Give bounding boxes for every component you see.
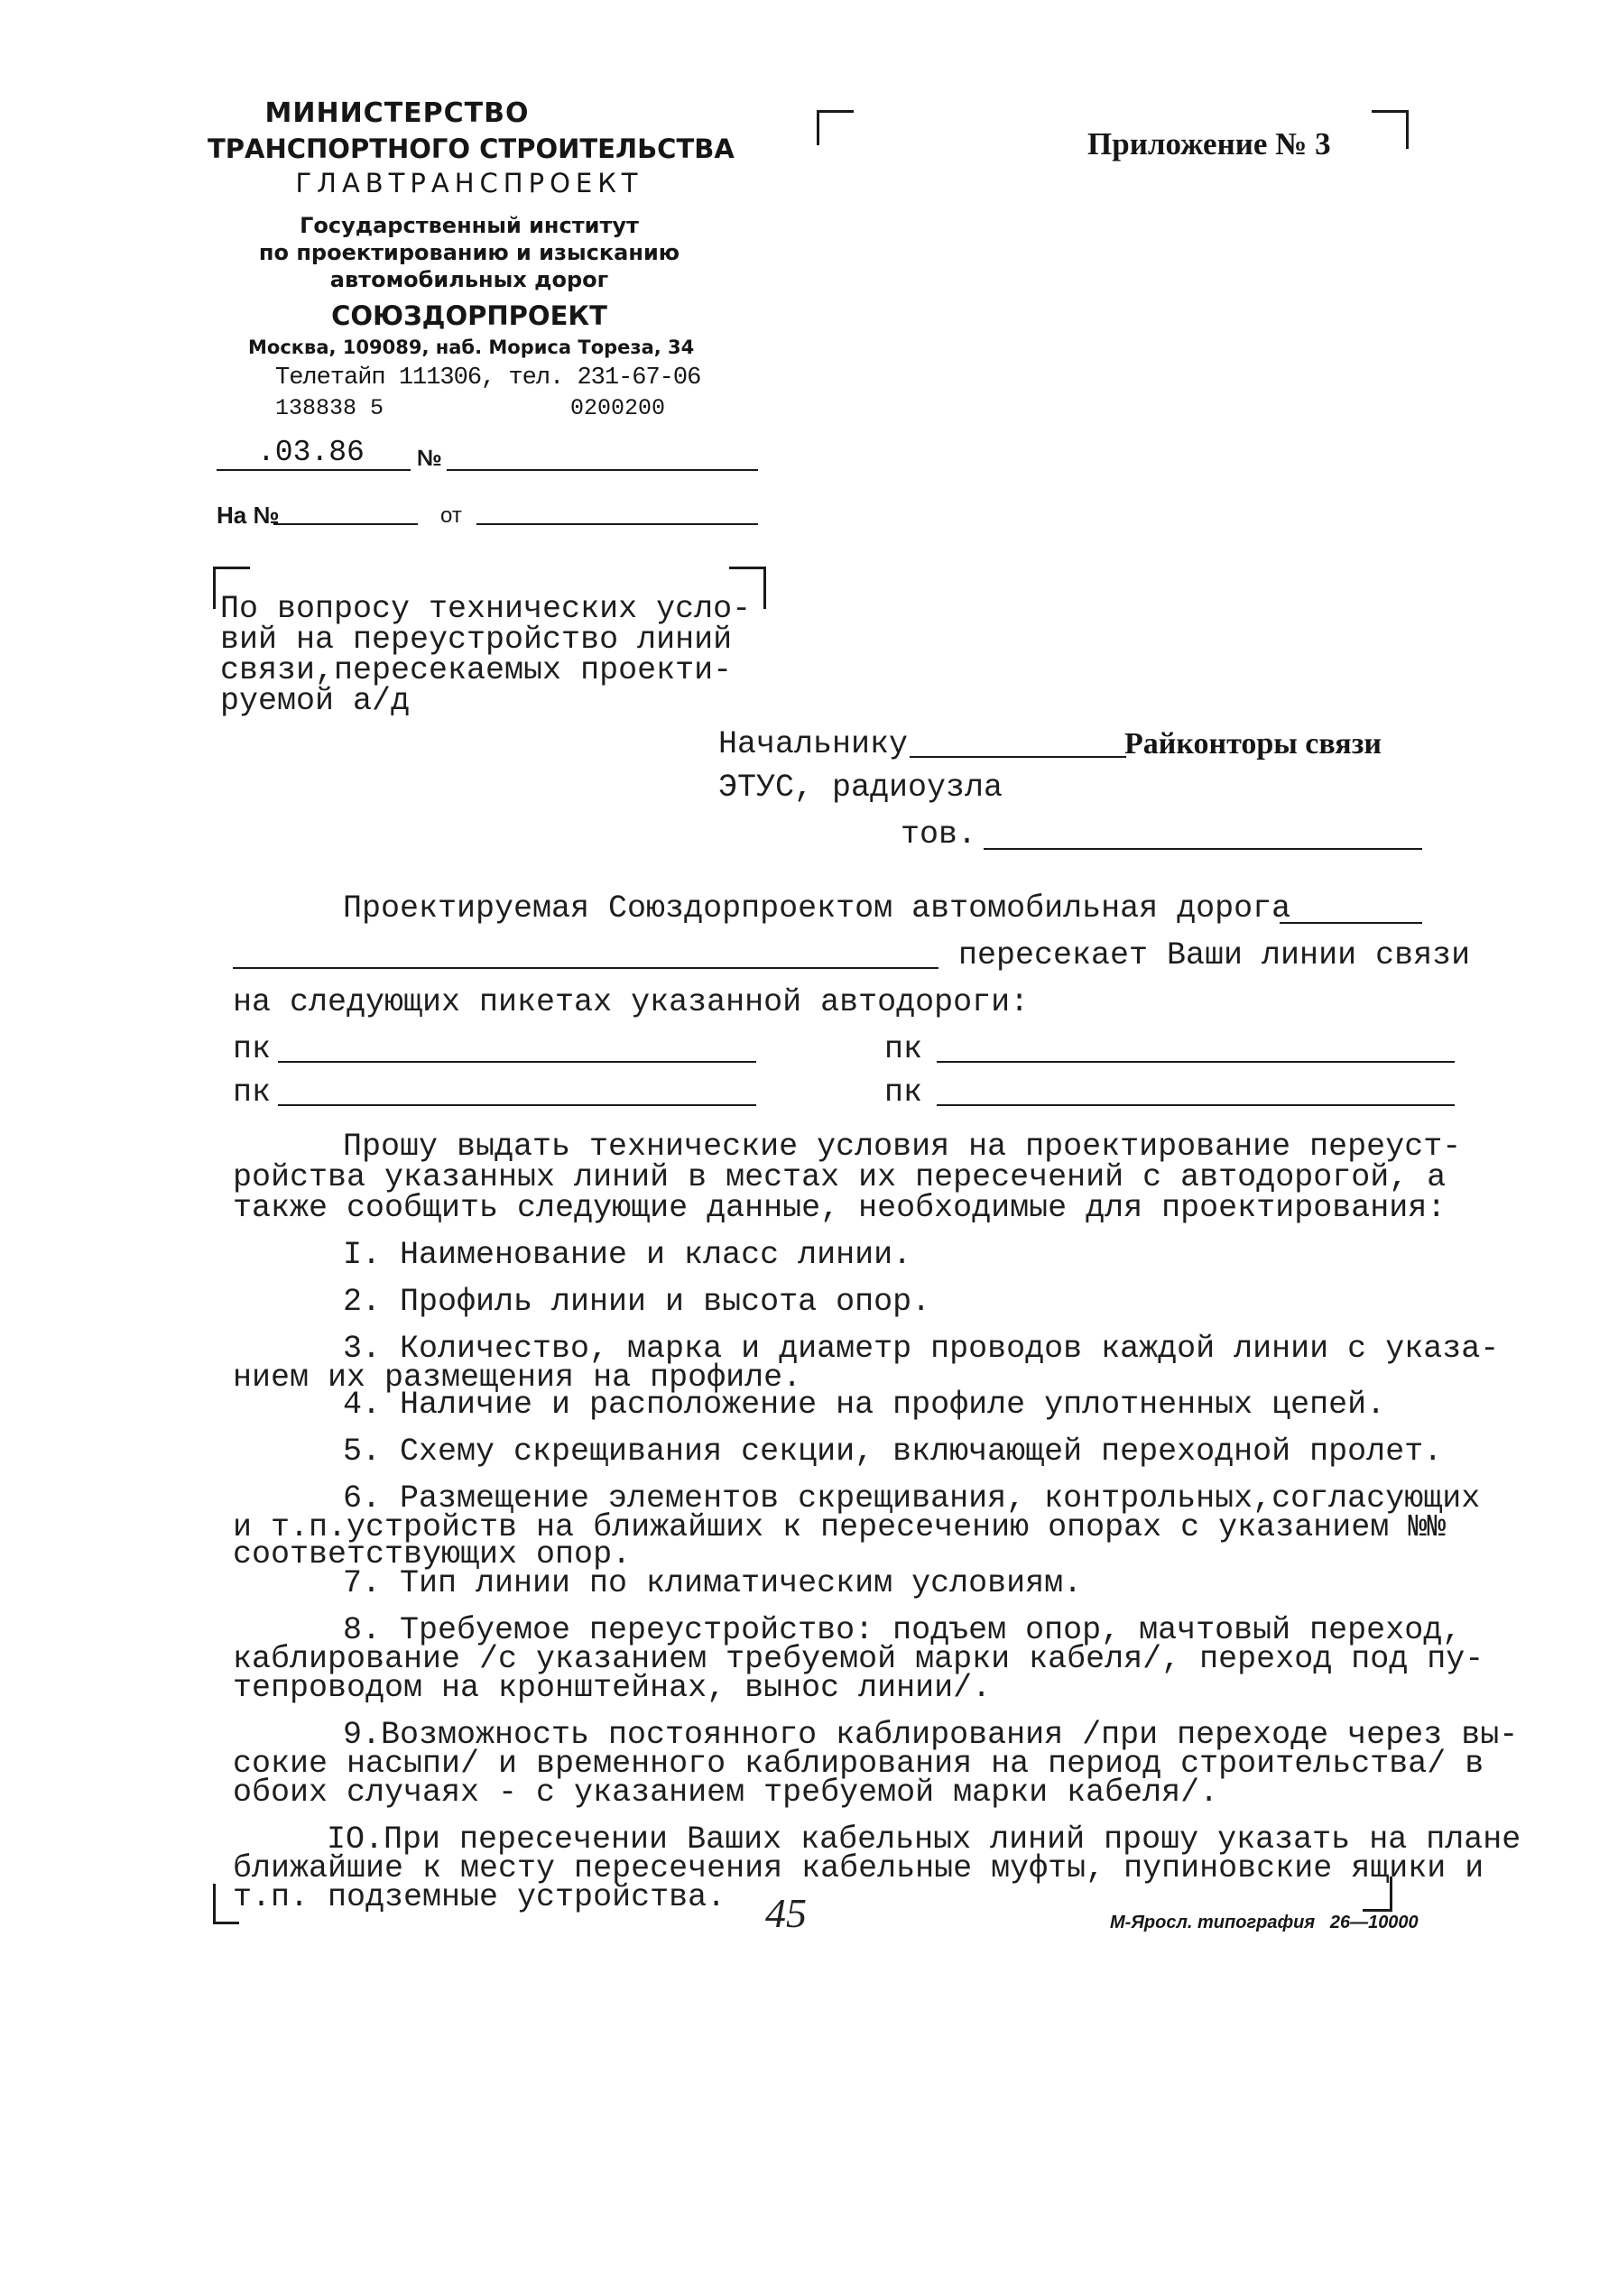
item-10-line-3: т.п. подземные устройства. <box>233 1879 726 1915</box>
request-line-1: Прошу выдать технические условия на проектирование переуст- <box>343 1129 1462 1165</box>
subject-line-2: вий на переустройство линий <box>220 622 733 658</box>
item-8-line-2: каблирование /с указанием требуемой марки кабеля/, переход под пу- <box>233 1641 1484 1677</box>
reply-to-label: На № <box>217 502 280 529</box>
road-name-line-2 <box>233 967 938 969</box>
glavtransproekt-label: ГЛАВТРАНСПРОЕКТ <box>295 168 643 198</box>
intro-line-2: пересекает Ваши линии связи <box>958 937 1471 973</box>
picket-label-4: пк <box>884 1074 923 1111</box>
item-9-line-1: 9.Возможность постоянного каблирования /при переходе через вы- <box>343 1717 1519 1753</box>
institute-line-3: автомобильных дорог <box>329 267 609 292</box>
corner-mark-bottom-left <box>213 1884 239 1924</box>
reply-number-line <box>273 523 418 525</box>
corner-mark-top-left <box>817 110 854 145</box>
item-5: 5. Схему скрещивания секции, включающей переходной пролет. <box>343 1434 1443 1470</box>
corner-mark-top-right <box>1372 110 1409 149</box>
addressee-prefix: Начальнику <box>718 726 909 762</box>
road-name-line-1 <box>1280 922 1422 924</box>
ministry-name: МИНИСТЕРСТВО <box>264 97 530 129</box>
item-2: 2. Профиль линии и высота опор. <box>343 1284 931 1320</box>
date-field-line <box>217 469 411 471</box>
reply-date-line <box>476 523 758 525</box>
addressee-line-3: тов. <box>901 816 977 853</box>
picket-label-1: пк <box>233 1031 272 1067</box>
item-4: 4. Наличие и расположение на профиле уплотненных цепей. <box>343 1387 1386 1423</box>
appendix-label: Приложение № 3 <box>1087 126 1331 161</box>
page-number: 45 <box>765 1890 807 1936</box>
addressee-suffix: Райконторы связи <box>1124 727 1382 761</box>
item-6-line-2: и т.п.устройств на ближайших к пересечению опорах с указанием №№ <box>233 1509 1447 1545</box>
item-6-line-3: соответствующих опор. <box>233 1536 632 1572</box>
picket-field-2 <box>937 1061 1455 1063</box>
item-10-line-1: IO.При пересечении Ваших кабельных линий прошу указать на плане <box>327 1821 1521 1858</box>
item-9-line-2: сокие насыпи/ и временного каблирования на период строительства/ в <box>233 1746 1484 1782</box>
picket-field-1 <box>278 1061 756 1063</box>
item-6-line-1: 6. Размещение элементов скрещивания, контрольных,согласующих <box>343 1480 1481 1517</box>
teletype: Телетайп 111306, тел. 231-67-06 <box>275 364 701 392</box>
item-8-line-3: тепроводом на кронштейнах, вынос линии/. <box>233 1670 992 1706</box>
item-1: I. Наименование и класс линии. <box>343 1237 912 1273</box>
ministry-subtitle: ТРАНСПОРТНОГО СТРОИТЕЛЬСТВА <box>208 134 735 164</box>
item-3-line-1: 3. Количество, марка и диаметр проводов каждой линии с указа- <box>343 1331 1500 1367</box>
addressee-blank-line <box>910 756 1126 758</box>
letter-date: .03.86 <box>257 436 365 469</box>
picket-field-4 <box>937 1104 1455 1106</box>
code-right: 0200200 <box>570 395 666 421</box>
picket-label-3: пк <box>233 1074 272 1111</box>
picket-field-3 <box>278 1104 756 1106</box>
item-10-line-2: ближайшие к месту пересечения кабельные муфты, пупиновские ящики и <box>233 1850 1484 1886</box>
address: Москва, 109089, наб. Мориса Тореза, 34 <box>248 337 695 358</box>
item-3-line-2: нием их размещения на профиле. <box>233 1360 802 1396</box>
from-label: от <box>440 503 462 528</box>
addressee-name-line <box>984 848 1422 850</box>
number-label: № <box>417 446 442 471</box>
institute-line-1: Государственный институт <box>300 213 639 238</box>
corner-mark-bottom-right <box>1363 1876 1392 1912</box>
code-left: 138838 5 <box>275 395 384 421</box>
intro-line-3: на следующих пикетах указанной автодороги: <box>233 984 1030 1020</box>
request-line-3: также сообщить следующие данные, необходимые для проектирования: <box>233 1190 1447 1226</box>
item-9-line-3: обоих случаях - с указанием требуемой марки кабеля/. <box>233 1775 1219 1811</box>
intro-line-1: Проектируемая Союздорпроектом автомобильная дорога <box>343 890 1291 927</box>
number-field-line <box>447 469 758 471</box>
picket-label-2: пк <box>884 1031 923 1067</box>
printer-mark: М-Яросл. типография 26—10000 <box>1110 1913 1419 1932</box>
item-8-line-1: 8. Требуемое переустройство: подъем опор, мачтовый переход, <box>343 1612 1462 1648</box>
org-name: СОЮЗДОРПРОЕКТ <box>331 300 607 331</box>
item-7: 7. Тип линии по климатическим условиям. <box>343 1565 1083 1601</box>
institute-line-2: по проектированию и изысканию <box>258 240 680 265</box>
request-line-2: ройства указанных линий в местах их пересечений с автодорогой, а <box>233 1159 1447 1195</box>
subject-line-4: руемой а/д <box>220 683 411 719</box>
addressee-line-2: ЭТУС, радиоузла <box>718 770 1003 806</box>
subject-line-1: По вопросу технических усло- <box>220 591 752 627</box>
subject-line-3: связи,пересекаемых проекти- <box>220 652 733 688</box>
